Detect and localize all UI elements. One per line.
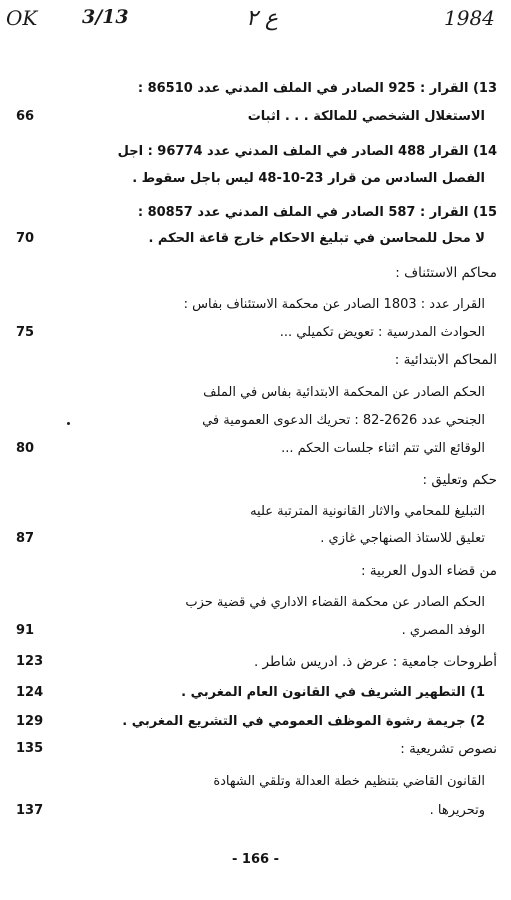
toc-entry-text: الفصل السادس من قرار 23-10-48 ليس باجل سقوط . bbox=[132, 171, 485, 186]
toc-entry-text: القانون القاضي بتنظيم خطة العدالة وتلقي الشهادة bbox=[213, 774, 485, 789]
toc-entry-text: التبليغ للمحامي والاثار القانونية المترتبة عليه bbox=[250, 504, 485, 519]
toc-entry-text: الوفد المصري . bbox=[401, 623, 485, 638]
ink-speck bbox=[67, 422, 70, 425]
toc-section-heading bbox=[0, 738, 511, 760]
section-heading-text: حكم وتعليق : bbox=[422, 472, 497, 488]
section-heading-text: أطروحات جامعية : عرض ذ. ادريس شاطر . bbox=[253, 654, 497, 670]
toc-section-heading bbox=[0, 469, 511, 491]
handwritten-year: 1984 bbox=[444, 6, 495, 30]
toc-page-number: 137 bbox=[16, 803, 44, 818]
toc-entry-text: وتحريرها . bbox=[429, 803, 485, 818]
toc-section-heading bbox=[0, 262, 511, 284]
section-heading-text: محاكم الاستئناف : bbox=[395, 265, 497, 281]
toc-line bbox=[0, 800, 511, 822]
toc-page-number: 124 bbox=[16, 685, 44, 700]
toc-line bbox=[0, 592, 511, 614]
toc-page-number: 70 bbox=[16, 231, 35, 246]
toc-line bbox=[0, 501, 511, 523]
toc-page-number: 75 bbox=[16, 325, 35, 340]
toc-entry-text: لا محل للمحاسن في تبليغ الاحكام خارج قاعة الحكم . bbox=[148, 231, 485, 246]
handwritten-ok: OK bbox=[6, 6, 38, 30]
toc-line bbox=[0, 322, 511, 344]
toc-line bbox=[0, 711, 511, 733]
toc-line bbox=[0, 682, 511, 704]
toc-line bbox=[0, 438, 511, 460]
toc-page-number: 87 bbox=[16, 531, 35, 546]
handwritten-center-mark: ع ٢ bbox=[246, 6, 278, 31]
toc-entry-text: الحكم الصادر عن المحكمة الابتدائية بفاس في الملف bbox=[203, 385, 485, 400]
toc-page-number: 66 bbox=[16, 109, 35, 124]
toc-line bbox=[0, 294, 511, 316]
toc-page-number: 123 bbox=[16, 654, 44, 669]
toc-entry-text: 2) جريمة رشوة الموظف العمومي في التشريع المغربي . bbox=[122, 714, 485, 729]
section-heading-text: المحاكم الابتدائية : bbox=[394, 352, 497, 368]
section-heading-text: من قضاء الدول العربية : bbox=[360, 563, 497, 579]
toc-section-heading bbox=[0, 560, 511, 582]
toc-entry-text: الاستغلال الشخصي للمالكة . . . اثبات bbox=[247, 109, 485, 124]
toc-entry-text: الجنحي عدد 2626-82 : تحريك الدعوى العمومية في bbox=[202, 413, 485, 428]
toc-entry-text: 13) القرار : 925 الصادر في الملف المدني عدد 86510 : bbox=[137, 81, 497, 96]
toc-entry-text: القرار عدد : 1803 الصادر عن محكمة الاستئناف بفاس : bbox=[183, 297, 485, 312]
toc-entry-text: 1) التطهير الشريف في القانون العام المغربي . bbox=[181, 685, 485, 700]
toc-line bbox=[0, 141, 511, 163]
toc-page-number: 135 bbox=[16, 741, 44, 756]
toc-line bbox=[0, 106, 511, 128]
toc-entry-text: الحوادث المدرسية : تعويض تكميلي ... bbox=[279, 325, 485, 340]
handwritten-fraction: 3/13 bbox=[82, 6, 129, 28]
toc-line bbox=[0, 228, 511, 250]
toc-page-number: 129 bbox=[16, 714, 44, 729]
toc-entry-text: تعليق للاستاذ الصنهاجي غازي . bbox=[320, 531, 485, 546]
toc-line bbox=[0, 78, 511, 100]
toc-line bbox=[0, 410, 511, 432]
toc-section-heading bbox=[0, 651, 511, 673]
toc-line bbox=[0, 528, 511, 550]
toc-entry-text: الحكم الصادر عن محكمة القضاء الاداري في قضية حزب bbox=[185, 595, 485, 610]
toc-page-number: 80 bbox=[16, 441, 35, 456]
toc-line bbox=[0, 168, 511, 190]
toc-line bbox=[0, 382, 511, 404]
toc-line bbox=[0, 202, 511, 224]
toc-line bbox=[0, 620, 511, 642]
toc-entry-text: 15) القرار : 587 الصادر في الملف المدني عدد 80857 : bbox=[137, 205, 497, 220]
toc-line bbox=[0, 771, 511, 793]
toc-entry-text: 14) القرار 488 الصادر في الملف المدني عدد 96774 : اجل bbox=[117, 144, 497, 159]
page-footer-number: - 166 - bbox=[232, 852, 279, 867]
toc-entry-text: الوقائع التي تتم اثناء جلسات الحكم ... bbox=[281, 441, 485, 456]
toc-section-heading bbox=[0, 349, 511, 371]
section-heading-text: نصوص تشريعية : bbox=[400, 741, 497, 757]
toc-page-number: 91 bbox=[16, 623, 35, 638]
